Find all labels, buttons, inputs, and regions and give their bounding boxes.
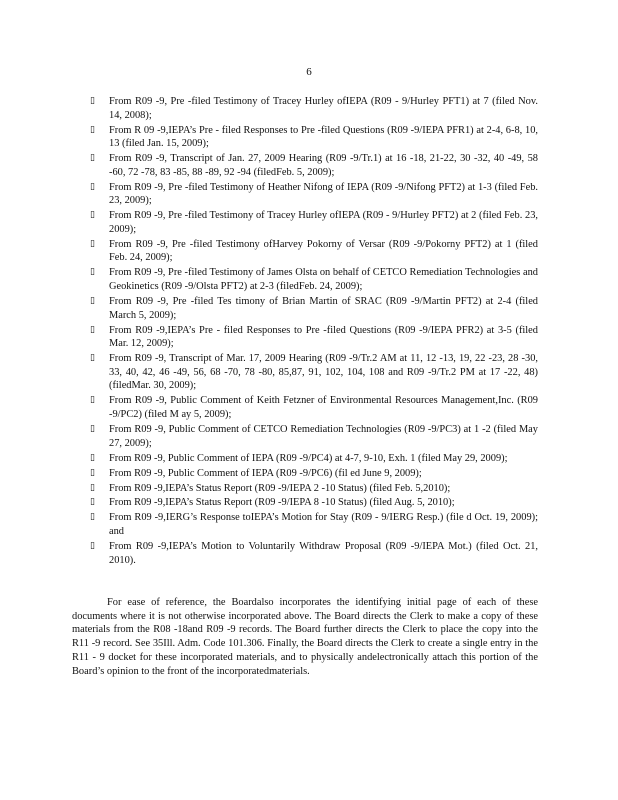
list-item bbox=[90, 467, 538, 481]
bullet-icon: ▯ bbox=[90, 238, 95, 249]
bullet-icon: ▯ bbox=[90, 512, 95, 523]
bullet-icon: ▯ bbox=[90, 267, 95, 278]
list-item-text: From R09 -9, Public Comment of Keith Fetzner of Environmental Resources Management,Inc. (R09 -9/PC2) (filed M ay 5, 2009); bbox=[109, 395, 538, 420]
list-item bbox=[90, 482, 538, 496]
list-item-text: From R09 -9, Pre -filed Tes timony of Brian Martin of SRAC (R09 -9/Martin PFT2) at 2-4 (filed March 5, 2009); bbox=[109, 296, 538, 321]
bullet-icon: ▯ bbox=[90, 181, 95, 192]
bullet-icon: ▯ bbox=[90, 324, 95, 335]
list-item bbox=[90, 295, 538, 322]
bullet-icon: ▯ bbox=[90, 353, 95, 364]
list-item-text: From R09 -9, Public Comment of CETCO Remediation Technologies (R09 -9/PC3) at 1 -2 (filed May 27, 2009); bbox=[109, 423, 538, 449]
list-item-text: From R09 -9, Public Comment of IEPA (R09 -9/PC4) at 4-7, 9-10, Exh. 1 (filed May 29, 2009); bbox=[109, 452, 508, 464]
list-item bbox=[90, 95, 538, 122]
list-item-text: From R09 -9,IEPA’s Status Report (R09 -9/IEPA 8 -10 Status) (filed Aug. 5, 2010); bbox=[109, 497, 455, 509]
bullet-icon: ▯ bbox=[90, 210, 95, 221]
list-item-text: From R09 -9, Transcript of Mar. 17, 2009 Hearing (R09 -9/Tr.2 AM at 11, 12 -13, 19, 22 -23, 28 -30, 33, 40, 42, 46 -49, 56, 68 -70, 78 -80, 85,87, 91, 102, 104, 108 and R09 -9/Tr.2 PM at 17 -22, 48) (filedMar. 30, 2009); bbox=[109, 353, 538, 392]
bullet-icon: ▯ bbox=[90, 452, 95, 463]
bullet-icon: ▯ bbox=[90, 153, 95, 164]
bullet-icon: ▯ bbox=[90, 96, 95, 106]
list-item-text: From R09 -9, Pre -filed Testimony of Tracey Hurley ofIEPA (R09 - 9/Hurley PFT1) at 7 (filed Nov. 14, 2008); bbox=[109, 96, 538, 121]
incorporated-materials-list bbox=[90, 95, 538, 569]
list-item bbox=[90, 540, 538, 567]
list-item-text: From R09 -9, Pre -filed Testimony ofHarvey Pokorny of Versar (R09 -9/Pokorny PFT2) at 1 (filed Feb. 24, 2009); bbox=[109, 238, 538, 264]
list-item bbox=[90, 324, 538, 351]
list-item bbox=[90, 152, 538, 179]
list-item-text: From R 09 -9,IEPA’s Pre - filed Responses to Pre -filed Questions (R09 -9/IEPA PFR1) at 2-4, 6-8, 10, 13 (filed Jan. 15, 2009); bbox=[109, 124, 538, 150]
bullet-icon: ▯ bbox=[90, 423, 95, 434]
bullet-icon: ▯ bbox=[90, 497, 95, 508]
list-item-text: From R09 -9,IEPA’s Motion to Voluntarily Withdraw Proposal (R09 -9/IEPA Mot.) (filed Oct. 21, 2010). bbox=[109, 541, 538, 566]
list-item bbox=[90, 511, 538, 538]
bullet-icon: ▯ bbox=[90, 124, 95, 135]
list-item-text: From R09 -9, Pre -filed Testimony of Heather Nifong of IEPA (R09 -9/Nifong PFT2) at 1-3 (filed Feb. 23, 2009); bbox=[109, 181, 538, 207]
list-item bbox=[90, 496, 538, 510]
list-item bbox=[90, 266, 538, 293]
closing-paragraph: For ease of reference, the Boardalso incorporates the identifying initial page of each of these documents where it is not otherwise incorporated above. The Board directs the Clerk to make a copy of these materials from the R08 -18and R09 -9 records. The Board further directs the Clerk to place the copy into the R11 -9 record. See 35Ill. Adm. Code 101.306. Finally, the Board directs the Clerk to create a single entry in the R11 - 9 docket for these incorporated materials, and to physically andelectronically attach this portion of the Board’s opinion to the front of the incorporatedmaterials. bbox=[72, 597, 538, 677]
list-item bbox=[90, 124, 538, 151]
bullet-icon: ▯ bbox=[90, 467, 95, 478]
list-item-text: From R09 -9, Public Comment of IEPA (R09 -9/PC6) (fil ed June 9, 2009); bbox=[109, 467, 422, 479]
bullet-icon: ▯ bbox=[90, 541, 95, 552]
list-item-text: From R09 -9,IEPA’s Status Report (R09 -9/IEPA 2 -10 Status) (filed Feb. 5,2010); bbox=[109, 482, 451, 494]
list-item bbox=[90, 423, 538, 450]
list-item-text: From R09 -9, Pre -filed Testimony of James Olsta on behalf of CETCO Remediation Technologies and Geokinetics (R09 -9/Olsta PFT2) at 2-3 (filedFeb. 24, 2009); bbox=[109, 267, 538, 293]
list-item bbox=[90, 394, 538, 421]
bullet-icon: ▯ bbox=[90, 482, 95, 493]
list-item bbox=[90, 238, 538, 265]
list-item-text: From R09 -9, Pre -filed Testimony of Tracey Hurley ofIEPA (R09 - 9/Hurley PFT2) at 2 (filed Feb. 23, 2009); bbox=[109, 210, 538, 235]
list-item bbox=[90, 352, 538, 393]
list-item-text: From R09 -9,IERG’s Response toIEPA’s Motion for Stay (R09 - 9/IERG Resp.) (file d Oct. 19, 2009); and bbox=[109, 512, 538, 538]
list-item-text: From R09 -9, Transcript of Jan. 27, 2009 Hearing (R09 -9/Tr.1) at 16 -18, 21-22, 30 -32, 40 -49, 58 -60, 72 -78, 83 -85, 88 -89, 92 -94 (filedFeb. 5, 2009); bbox=[109, 153, 538, 178]
bullet-icon: ▯ bbox=[90, 395, 95, 406]
list-item bbox=[90, 209, 538, 236]
bullet-icon: ▯ bbox=[90, 296, 95, 307]
list-item-text: From R09 -9,IEPA’s Pre - filed Responses to Pre -filed Questions (R09 -9/IEPA PFR2) at 3-5 (filed Mar. 12, 2009); bbox=[109, 324, 538, 350]
list-item bbox=[90, 181, 538, 208]
page-number: 6 bbox=[306, 66, 312, 78]
list-item bbox=[90, 452, 538, 466]
